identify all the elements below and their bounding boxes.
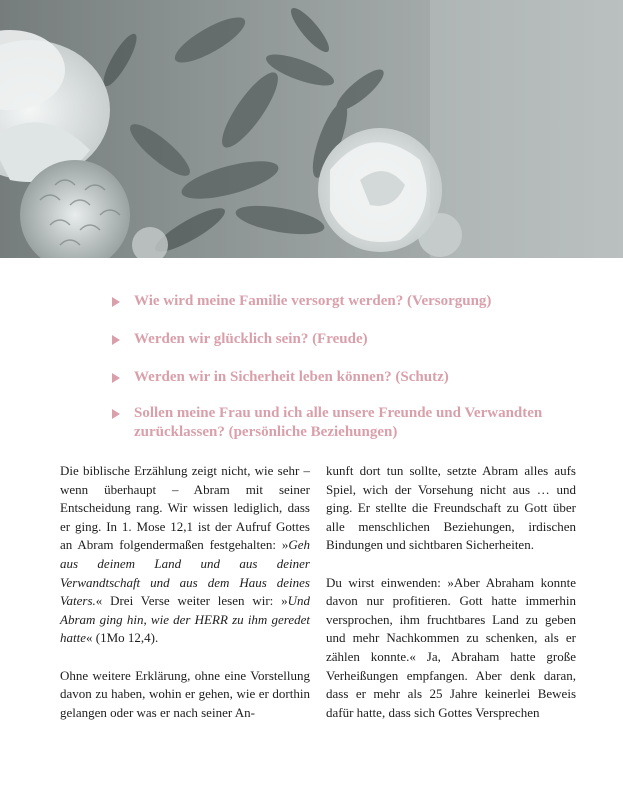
bible-quote: Und Abram ging hin, wie der HERR zu ihm geredet hatte (60, 593, 310, 646)
text-column-left (60, 462, 310, 741)
arrow-bullet-icon (112, 373, 120, 383)
arrow-bullet-icon (112, 409, 120, 419)
arrow-bullet-icon (112, 335, 120, 345)
question-text: Sollen meine Frau und ich alle unsere Freunde und Verwandten zurücklassen? (persönliche Beziehungen) (134, 405, 543, 440)
text-column-right (326, 462, 576, 741)
header-photo (0, 0, 623, 258)
text-run: « Drei Verse weiter lesen wir: » (95, 593, 288, 609)
paragraph: Ohne weitere Erklärung, ohne eine Vorstellung davon zu haben, wohin er gehen, wie er dorthin gelangen oder was er nach seiner An- (60, 667, 310, 720)
question-text: Wie wird meine Familie versorgt werden? (Versorgung) (134, 293, 492, 309)
paragraph: Du wirst einwenden: »Aber Abraham konnte davon nur profitieren. Gott hatte immerhin versprochen, ihm fruchtbares Land zu geben und mehr Nachkommen zu schenken, als er zählen konnte.« Ja, Abraham hatte große Verheißungen empfangen. Aber denk daran, dass er mehr als 25 Jahre keinerlei Beweis dafür hatte, dass sich Gottes Versprechen (326, 574, 576, 720)
paragraph (60, 462, 310, 648)
list-item (112, 330, 572, 349)
paragraph: kunft dort tun sollte, setzte Abram alles aufs Spiel, wich der Vorsehung nicht aus … und ging. Er stellte die Freundschaft zu Gott über alle menschlichen Beziehungen, irdischen Bindungen und sichtbaren Sicherheiten. (326, 463, 576, 553)
arrow-bullet-icon (112, 297, 120, 307)
flower-bouquet-image (0, 0, 623, 258)
list-item (112, 404, 572, 442)
list-item (112, 292, 572, 311)
list-item (112, 368, 572, 387)
bible-quote: Geh aus deinem Land und aus deiner Verwandtschaft und aus dem Haus deines Vaters. (60, 537, 310, 609)
question-list (112, 292, 572, 442)
question-text: Werden wir glücklich sein? (Freude) (134, 331, 368, 347)
question-text: Werden wir in Sicherheit leben können? (Schutz) (134, 369, 449, 385)
text-run: Die biblische Erzählung zeigt nicht, wie sehr – wenn überhaupt – Abram mit seiner Entscheidung rang. Wir wissen lediglich, dass er ging. In 1. Mose 12,1 ist der Aufruf Gottes an Abram folgendermaßen festgehalten: » (60, 463, 310, 553)
text-run: « (1Mo 12,4). (86, 630, 159, 646)
